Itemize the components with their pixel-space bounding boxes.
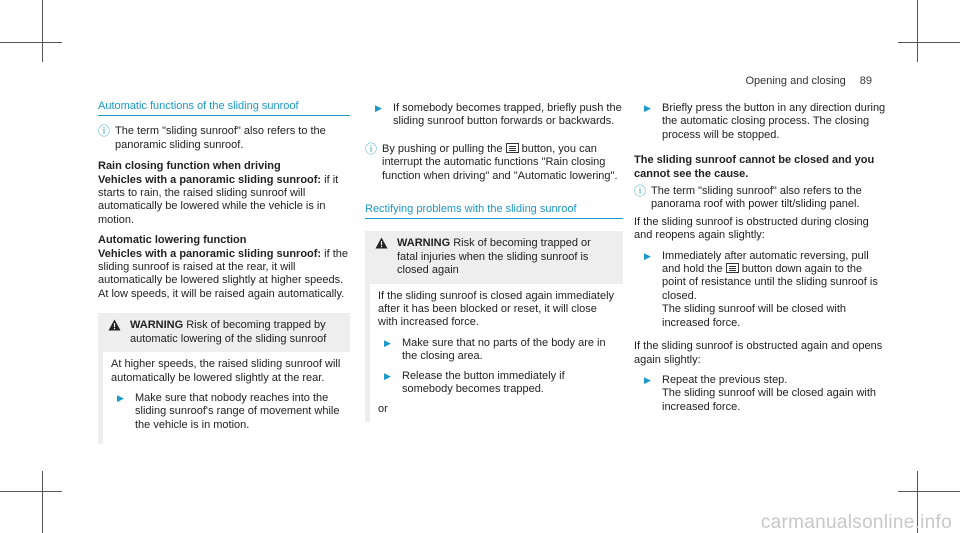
solution-step (634, 250, 888, 330)
step-arrow-icon: ▶ (644, 374, 651, 385)
step-text: If somebody becomes trapped, briefly push the sliding sunroof button forwards or backwards. (393, 102, 622, 128)
sunroof-button-icon (506, 143, 519, 153)
step-text: Make sure that nobody reaches into the sliding sunroof's range of movement while the vehicle is in motion. (135, 391, 340, 431)
continued-step (365, 102, 623, 129)
step-text: Briefly press the button in any direction during the automatic closing process. The closing process will be stopped. (662, 102, 886, 141)
warning-text (130, 319, 340, 346)
step-text (662, 374, 888, 414)
step-arrow-icon: ▶ (644, 250, 651, 261)
solution-step (634, 374, 888, 414)
info-note (365, 143, 623, 183)
crop-mark (898, 491, 960, 492)
warning-box (365, 231, 623, 421)
sunroof-button-icon (726, 263, 739, 273)
warning-title: Risk of becoming trapped or fatal injuries when the sliding sunroof is closed again (397, 237, 591, 277)
intro-paragraph: If the sliding sunroof is obstructed during closing and reopens again slightly: (634, 215, 869, 242)
step-arrow-icon: ▶ (375, 103, 382, 113)
intro2-paragraph: If the sliding sunroof is obstructed again and opens again slightly: (634, 340, 883, 366)
warning-body-text: If the sliding sunroof is closed again immediately after it has been blocked or reset, it will close with increased force. (378, 289, 615, 329)
step-result: The sliding sunroof will be closed with increased force. (662, 303, 847, 329)
warning-triangle-icon (108, 319, 122, 346)
info-icon: ⓘ (634, 184, 647, 199)
info-note (634, 185, 888, 212)
warning-header (365, 231, 623, 283)
watermark: carmanualsonline.info (760, 511, 952, 533)
lowering-lead: Vehicles with a panoramic sliding sunroof: (98, 247, 322, 260)
warning-label: WARNING (130, 319, 184, 332)
section-title-rectifying: Rectifying problems with the sliding sunroof (365, 203, 623, 219)
warning-body-text: At higher speeds, the raised sliding sunroof will automatically be lowered slightly at the rear. (111, 358, 341, 384)
step-text-before: Immediately after automatic reversing, pull and hold the (662, 249, 869, 276)
step-arrow-icon: ▶ (384, 337, 391, 348)
rain-closing-paragraph (98, 174, 350, 228)
info-icon: ⓘ (98, 124, 111, 139)
step-text-after: button down again to the point of resistance until the sliding sunroof is closed. (662, 263, 878, 302)
note-text (382, 143, 623, 183)
note-text-after: button, you can interrupt the automatic functions "Rain closing function when driving" and "Automatic lowering". (382, 142, 618, 182)
crop-mark (42, 0, 43, 62)
info-note (98, 125, 350, 152)
warning-header (98, 313, 350, 352)
or-text: or (378, 402, 388, 415)
rain-text: if it starts to rain, the raised sliding sunroof will automatically be lowered while the vehicle is in motion. (98, 173, 339, 226)
step-arrow-icon: ▶ (384, 370, 391, 381)
info-icon: ⓘ (365, 141, 378, 156)
note-text: The term "sliding sunroof" also refers to the panoramic sliding sunroof. (115, 125, 326, 151)
crop-mark (0, 491, 62, 492)
warning-body (369, 284, 623, 422)
rain-closing-heading: Rain closing function when driving (98, 160, 281, 173)
page-header (745, 75, 872, 88)
warning-box (98, 313, 350, 444)
step-arrow-icon: ▶ (117, 392, 124, 403)
problem-heading: The sliding sunroof cannot be closed and you cannot see the cause. (634, 154, 875, 180)
column-1 (98, 100, 350, 452)
page-number: 89 (859, 75, 872, 87)
step-text: Make sure that no parts of the body are in the closing area. (402, 336, 606, 363)
column-2 (365, 100, 623, 430)
step-arrow-icon: ▶ (644, 103, 651, 113)
warning-label: WARNING (397, 237, 451, 250)
crop-mark (0, 42, 62, 43)
rain-lead: Vehicles with a panoramic sliding sunroof: (98, 173, 322, 186)
warning-body (102, 352, 350, 444)
warning-step (378, 337, 617, 364)
note-text: The term "sliding sunroof" also refers to the panorama roof with power tilt/sliding panel. (651, 185, 862, 211)
continued-step (634, 102, 888, 142)
warning-title: Risk of becoming trapped by automatic lowering of the sliding sunroof (130, 319, 327, 345)
step-text: Release the button immediately if somebody becomes trapped. (402, 369, 565, 396)
crop-mark (898, 42, 960, 43)
note-text-before: By pushing or pulling the (382, 142, 503, 155)
warning-step (378, 370, 617, 397)
lowering-heading: Automatic lowering function (98, 234, 247, 247)
section-title-automatic-functions: Automatic functions of the sliding sunroof (98, 100, 350, 116)
step-text-main: Repeat the previous step. (662, 373, 788, 386)
lowering-paragraph (98, 248, 350, 302)
step-result: The sliding sunroof will be closed again with increased force. (662, 387, 877, 413)
column-3 (634, 100, 888, 420)
crop-mark (917, 0, 918, 62)
section-name: Opening and closing (745, 75, 846, 87)
crop-mark (42, 471, 43, 533)
warning-triangle-icon (375, 237, 389, 277)
warning-text (397, 237, 613, 277)
step-text (662, 250, 888, 330)
lowering-text: if the sliding sunroof is raised at the rear, it will automatically be lowered slightly at higher speeds. At low speeds, it will be raised again automatically. (98, 247, 349, 300)
warning-step (111, 392, 344, 432)
